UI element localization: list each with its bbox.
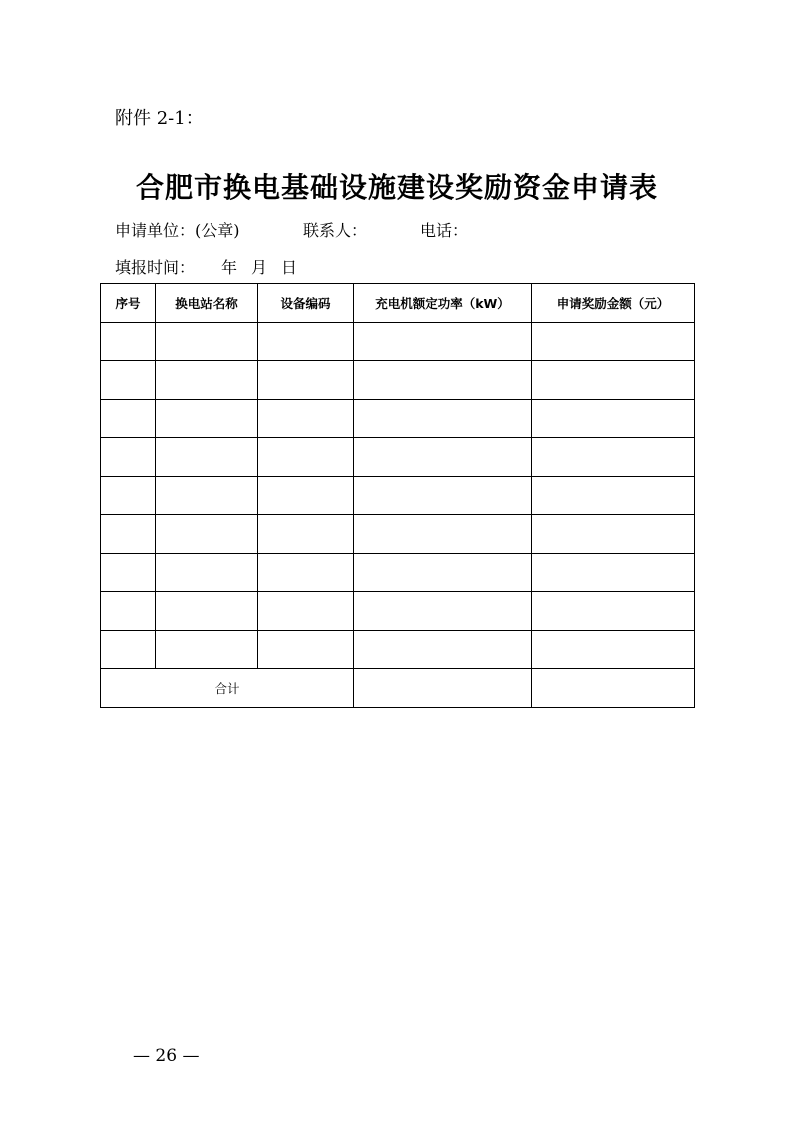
table-cell[interactable]	[101, 438, 156, 477]
column-header-index: 序号	[101, 284, 156, 323]
table-cell[interactable]	[354, 476, 532, 515]
table-cell[interactable]	[532, 553, 695, 592]
table-cell[interactable]	[258, 399, 354, 438]
table-cell[interactable]	[354, 361, 532, 400]
table-cell[interactable]	[532, 630, 695, 669]
total-label: 合计	[101, 669, 354, 708]
table-cell[interactable]	[156, 630, 258, 669]
phone-label: 电话：	[420, 221, 469, 240]
table-cell[interactable]	[258, 476, 354, 515]
application-table	[100, 283, 695, 708]
table-row	[101, 515, 695, 554]
total-power-cell[interactable]	[354, 669, 532, 708]
table-cell[interactable]	[156, 438, 258, 477]
table-cell[interactable]	[258, 592, 354, 631]
table-cell[interactable]	[532, 438, 695, 477]
table-cell[interactable]	[532, 322, 695, 361]
table-cell[interactable]	[258, 322, 354, 361]
table-row	[101, 399, 695, 438]
table-cell[interactable]	[101, 592, 156, 631]
table-header-row	[101, 284, 695, 323]
table-cell[interactable]	[101, 476, 156, 515]
table-cell[interactable]	[156, 553, 258, 592]
table-cell[interactable]	[101, 361, 156, 400]
table-cell[interactable]	[258, 438, 354, 477]
table-cell[interactable]	[156, 361, 258, 400]
table-cell[interactable]	[101, 515, 156, 554]
table-cell[interactable]	[258, 630, 354, 669]
fill-time-row	[115, 256, 297, 280]
column-header-charger-power: 充电机额定功率（kW）	[354, 284, 532, 323]
table-cell[interactable]	[354, 515, 532, 554]
table-cell[interactable]	[532, 361, 695, 400]
contact-label: 联系人：	[303, 221, 368, 240]
table-cell[interactable]	[354, 322, 532, 361]
table-cell[interactable]	[101, 399, 156, 438]
table-cell[interactable]	[258, 553, 354, 592]
table-row	[101, 361, 695, 400]
table-row	[101, 630, 695, 669]
page-number: — 26 —	[133, 1046, 200, 1066]
table-row	[101, 476, 695, 515]
table-cell[interactable]	[354, 438, 532, 477]
table-cell[interactable]	[156, 592, 258, 631]
table-row	[101, 553, 695, 592]
table-cell[interactable]	[354, 553, 532, 592]
table-row	[101, 438, 695, 477]
table-cell[interactable]	[156, 399, 258, 438]
table-cell[interactable]	[156, 322, 258, 361]
column-header-reward-amount: 申请奖励金额（元）	[532, 284, 695, 323]
table-cell[interactable]	[532, 592, 695, 631]
page-title: 合肥市换电基础设施建设奖励资金申请表	[135, 171, 658, 204]
table-cell[interactable]	[258, 515, 354, 554]
table-cell[interactable]	[532, 476, 695, 515]
table-total-row	[101, 669, 695, 708]
applicant-label: 申请单位：(公章)	[115, 221, 240, 240]
table-cell[interactable]	[532, 515, 695, 554]
month-label: 月	[251, 258, 268, 277]
table-cell[interactable]	[532, 399, 695, 438]
table-cell[interactable]	[354, 399, 532, 438]
column-header-device-code: 设备编码	[258, 284, 354, 323]
table-cell[interactable]	[354, 592, 532, 631]
table-cell[interactable]	[156, 515, 258, 554]
year-label: 年	[221, 258, 238, 277]
applicant-info-row	[115, 219, 469, 243]
column-header-station-name: 换电站名称	[156, 284, 258, 323]
table-row	[101, 592, 695, 631]
fill-time-label: 填报时间：	[115, 258, 196, 277]
table-cell[interactable]	[101, 630, 156, 669]
day-label: 日	[281, 258, 298, 277]
table-cell[interactable]	[156, 476, 258, 515]
table-cell[interactable]	[258, 361, 354, 400]
attachment-label: 附件 2-1：	[115, 108, 204, 129]
table-row	[101, 322, 695, 361]
table-cell[interactable]	[101, 553, 156, 592]
total-amount-cell[interactable]	[532, 669, 695, 708]
table-cell[interactable]	[354, 630, 532, 669]
table-cell[interactable]	[101, 322, 156, 361]
